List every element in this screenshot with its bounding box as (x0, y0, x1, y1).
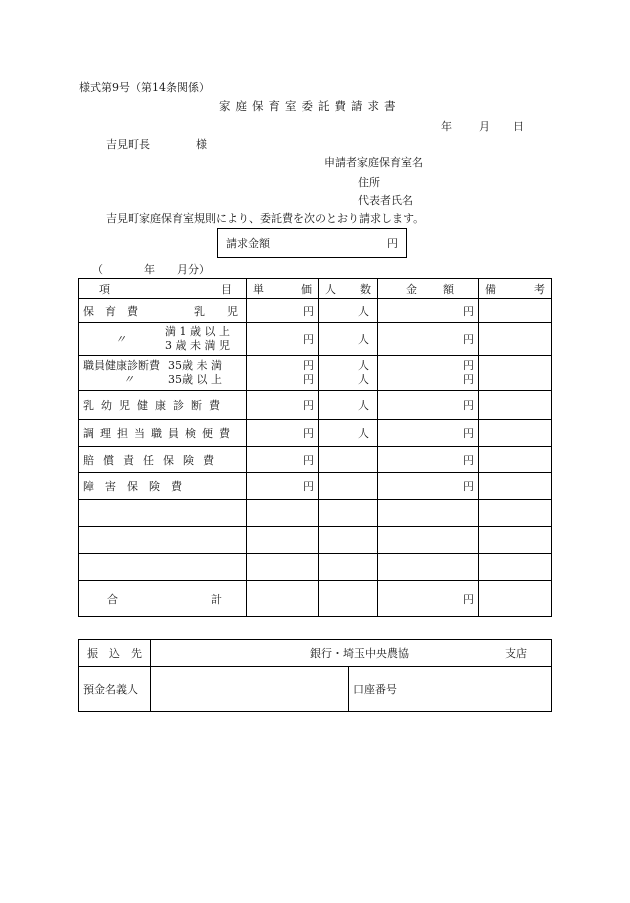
account-number-label: 口座番号 (353, 683, 397, 696)
table-header-row (79, 279, 552, 299)
period-open-paren: （ (92, 263, 103, 276)
count-cell[interactable]: 人 (319, 299, 378, 323)
remarks-cell[interactable] (479, 473, 552, 500)
row-childcare-infant-item: 保 育 費 乳 児 (79, 299, 247, 323)
amount-cell[interactable]: 円 (378, 391, 479, 420)
blank-cell[interactable] (247, 554, 319, 581)
row-child-health-check-item: 乳幼児健康診断費 (79, 391, 247, 420)
table-row (79, 473, 552, 500)
remarks-cell[interactable] (479, 420, 552, 447)
total-remarks-cell[interactable] (479, 581, 552, 617)
applicant-address-label: 住所 (358, 176, 380, 189)
total-amount-cell[interactable]: 円 (378, 581, 479, 617)
remarks-cell[interactable] (479, 299, 552, 323)
blank-cell[interactable] (319, 500, 378, 527)
count-cell[interactable]: 人 (319, 323, 378, 356)
applicant-representative-label: 代表者氏名 (358, 194, 413, 207)
header-item: 項 目 (79, 279, 247, 299)
table-total-row (79, 581, 552, 617)
addressee-honorific: 様 (196, 138, 207, 151)
date-day-label: 日 (513, 120, 524, 133)
unit-price-cell[interactable]: 円 円 (247, 356, 319, 391)
amount-cell[interactable]: 円 (378, 299, 479, 323)
account-number-cell[interactable] (349, 667, 552, 712)
header-unit-price: 単 価 (247, 279, 319, 299)
blank-cell[interactable] (319, 527, 378, 554)
bank-name-cell[interactable] (151, 640, 552, 667)
blank-item-cell[interactable] (79, 527, 247, 554)
amount-cell[interactable]: 円 円 (378, 356, 479, 391)
period-month-label: 月分） (177, 263, 210, 276)
count-cell[interactable] (319, 447, 378, 473)
blank-cell[interactable] (479, 500, 552, 527)
row-liability-insurance-item: 賠償責任保険費 (79, 447, 247, 473)
total-count-cell (319, 581, 378, 617)
bank-transfer-row (79, 640, 552, 667)
remarks-cell[interactable] (479, 323, 552, 356)
amount-cell[interactable]: 円 (378, 447, 479, 473)
count-cell[interactable]: 人 (319, 391, 378, 420)
table-row-blank (79, 554, 552, 581)
remarks-cell[interactable] (479, 447, 552, 473)
blank-item-cell[interactable] (79, 554, 247, 581)
row-accident-insurance-item: 障 害 保 険 費 (79, 473, 247, 500)
table-row (79, 391, 552, 420)
table-row-blank (79, 500, 552, 527)
blank-cell[interactable] (319, 554, 378, 581)
applicant-facility-name-label: 申請者家庭保育室名 (324, 156, 423, 169)
requested-amount-unit: 円 (387, 237, 398, 250)
header-count: 人 数 (319, 279, 378, 299)
unit-price-cell[interactable]: 円 (247, 473, 319, 500)
row-childcare-toddler-item: 〃 満 1 歳 以 上 3 歳 未 満 児 (79, 323, 247, 356)
count-cell[interactable]: 人 人 (319, 356, 378, 391)
row-staff-health-check-item: 職員健康診断費 〃 35歳 未 満 35歳 以 上 (79, 356, 247, 391)
bank-name-text: 銀行・埼玉中央農協 (310, 647, 409, 660)
amount-cell[interactable]: 円 (378, 323, 479, 356)
table-row (79, 420, 552, 447)
account-holder-row (79, 667, 552, 712)
period-year-label: 年 (144, 263, 155, 276)
table-row (79, 323, 552, 356)
remarks-cell[interactable] (479, 356, 552, 391)
blank-cell[interactable] (378, 500, 479, 527)
date-year-label: 年 (441, 120, 452, 133)
amount-cell[interactable]: 円 (378, 420, 479, 447)
count-cell[interactable]: 人 (319, 420, 378, 447)
expense-table (78, 278, 552, 617)
unit-price-cell[interactable]: 円 (247, 420, 319, 447)
blank-cell[interactable] (378, 554, 479, 581)
blank-cell[interactable] (247, 500, 319, 527)
document-title: 家庭保育室委託費請求書 (219, 99, 401, 113)
branch-label: 支店 (505, 647, 527, 660)
transfer-destination-label: 振 込 先 (79, 640, 151, 667)
unit-price-cell[interactable]: 円 (247, 299, 319, 323)
blank-cell[interactable] (479, 527, 552, 554)
header-amount: 金 額 (378, 279, 479, 299)
requested-amount-label: 請求金額 (226, 237, 270, 250)
unit-price-cell[interactable]: 円 (247, 391, 319, 420)
header-remarks: 備 考 (479, 279, 552, 299)
unit-price-cell[interactable]: 円 (247, 323, 319, 356)
blank-cell[interactable] (479, 554, 552, 581)
remarks-cell[interactable] (479, 391, 552, 420)
requested-amount-box[interactable] (217, 228, 407, 258)
count-cell[interactable] (319, 473, 378, 500)
addressee: 吉見町長 (106, 138, 150, 151)
table-row (79, 447, 552, 473)
unit-price-cell[interactable]: 円 (247, 447, 319, 473)
table-row (79, 356, 552, 391)
amount-cell[interactable]: 円 (378, 473, 479, 500)
account-holder-label: 預金名義人 (79, 667, 151, 712)
intro-text: 吉見町家庭保育室規則により、委託費を次のとおり請求します。 (106, 212, 425, 225)
table-row-blank (79, 527, 552, 554)
date-month-label: 月 (479, 120, 490, 133)
blank-cell[interactable] (378, 527, 479, 554)
total-unit-price-cell (247, 581, 319, 617)
row-cook-stool-test-item: 調理担当職員検便費 (79, 420, 247, 447)
total-label-cell: 合 計 (79, 581, 247, 617)
bank-transfer-table (78, 639, 552, 712)
account-holder-input[interactable] (151, 667, 349, 712)
table-row (79, 299, 552, 323)
blank-item-cell[interactable] (79, 500, 247, 527)
blank-cell[interactable] (247, 527, 319, 554)
form-number: 様式第9号（第14条関係） (79, 81, 210, 94)
